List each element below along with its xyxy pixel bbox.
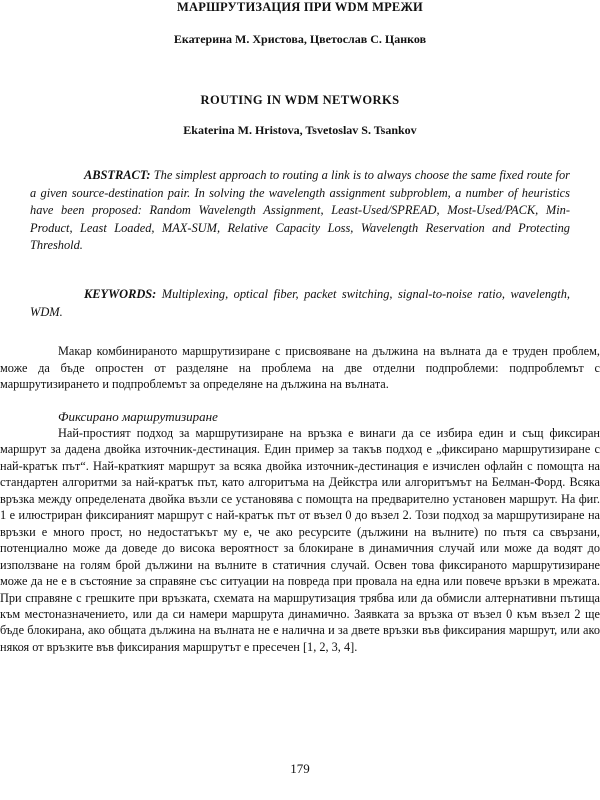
- keywords-label: KEYWORDS:: [84, 287, 157, 301]
- authors-english: Ekaterina M. Hristova, Tsvetoslav S. Tsankov: [183, 123, 417, 137]
- intro-paragraph: Макар комбинираното маршрутизиране с присвояване на дължина на вълната да е труден проблем, може да бъде опростен от разделяне на проблема на две отделни подпроблеми: подпроблемът с маршрутизирането и подпроблемът за определяне на дължина на вълната.: [0, 344, 600, 391]
- paper-title-english: ROUTING IN WDM NETWORKS: [200, 93, 400, 107]
- abstract-label: ABSTRACT:: [84, 168, 151, 182]
- section-heading: Фиксирано маршрутизиране: [58, 409, 218, 424]
- abstract-text: The simplest approach to routing a link is to always choose the same fixed route for a given source-destination pair. In solving the wavelength assignment subproblem, a number of heuristics have been proposed: Random Wavelength Assignment, Least-Used/SPREAD, Most-Used/PACK, Min-Product, Least Loaded, MAX-SUM, Relative Capacity Loss, Wavelength Reservation and Protecting Threshold.: [30, 168, 570, 253]
- page-number: 179: [290, 761, 310, 776]
- abstract-block: [30, 167, 570, 255]
- keywords-block: [30, 286, 570, 321]
- authors-bulgarian: Екатерина М. Христова, Цветослав С. Цанков: [173, 32, 427, 46]
- body-paragraph: Най-простият подход за маршрутизиране на връзка е винаги да се избира един и същ фиксиран маршрут за дадена двойка източник-дестинация. Един пример за такъв подход е „фиксирано маршрутизиране с най-кратък път“. Най-краткият маршрут за всяка двойка източник-дестинация е изчислен офлайн с помощта на стандартен алгоритми за най-кратък път, като алгоритъма на Дейкстра или алгоритъмът на Белман-Форд. Всяка връзка между определената двойка възли се установява с помощта на предварително установен маршрут. На фиг. 1 е илюстриран фиксираният маршрут с най-кратък път от възел 0 до възел 2. Този подход за маршрутизиране на връзки е много прост, но недостатъкът му е, че ако ресурсите (дължини на вълните) по пътя са свързани, потенциално може да доведе до висока вероятност за блокиране в динамичния случай или може да водят до използване на голям брой дължини на вълните в статичния случай. Освен това фиксираното маршрутизиране може да не е в състояние за справяне със ситуации на повреда при провала на една или повече връзки в мрежата. При справяне с грешките при връзката, схемата на маршрутизация трябва или да обмисли алтернативни пътища към местоназначението, или да си намери маршрута динамично. Заявката за връзка от възел 0 към възел 2 ще бъде блокирана, ако общата дължина на вълната не е налична и за двете връзки във фиксирания маршрут, или ако някоя от връзките във фиксирания маршрутът е пресечен [1, 2, 3, 4].: [0, 426, 600, 654]
- paper-title-bulgarian: МАРШРУТИЗАЦИЯ ПРИ WDM МРЕЖИ: [177, 0, 423, 14]
- keywords-text: Multiplexing, optical fiber, packet switching, signal-to-noise ratio, wavelength, WDM.: [30, 287, 570, 319]
